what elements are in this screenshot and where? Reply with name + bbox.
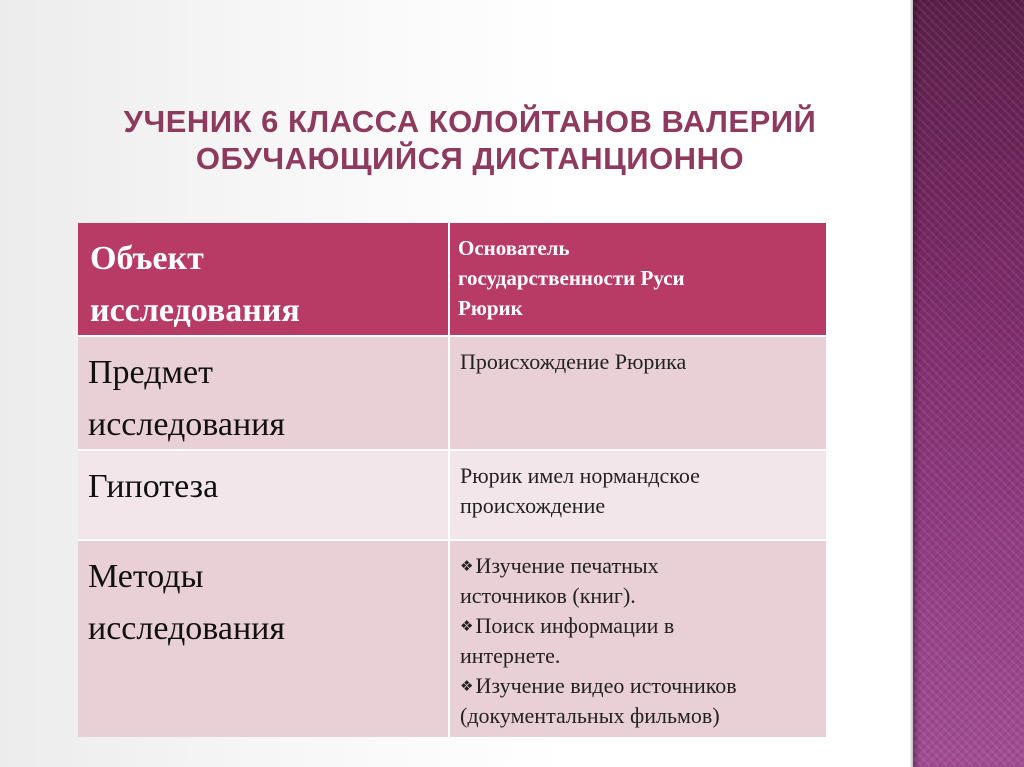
title-line-2: ОБУЧАЮЩИЙСЯ ДИСТАНЦИОННО <box>195 141 745 176</box>
row-subject-right-line-1: Происхождение Рюрика <box>460 349 687 374</box>
row-hypothesis-right-line-1: Рюрик имел нормандское <box>460 463 700 488</box>
table-row <box>78 541 826 737</box>
diamond-bullet-icon: ❖ <box>460 617 474 635</box>
header-left-line-2: исследования <box>90 292 300 329</box>
header-right-line-3: Рюрик <box>458 296 523 320</box>
row-hypothesis-right-cell <box>450 451 826 539</box>
diamond-bullet-icon: ❖ <box>460 677 474 695</box>
row-subject-left-cell <box>78 337 450 449</box>
row-subject-right-cell <box>450 337 826 449</box>
table-row <box>78 451 826 541</box>
row-hypothesis-right-line-2: происхождение <box>460 493 606 518</box>
methods-bullet-2-line-1: Поиск информации в <box>475 613 675 638</box>
header-right-cell <box>450 223 826 335</box>
diamond-bullet-icon: ❖ <box>460 557 474 575</box>
methods-bullet-3-line-2: (документальных фильмов) <box>460 703 720 728</box>
row-hypothesis-left-line-1: Гипотеза <box>88 468 219 505</box>
methods-bullet-item <box>460 671 816 731</box>
methods-bullet-2-line-2: интернете. <box>460 643 561 668</box>
row-hypothesis-left-cell <box>78 451 450 539</box>
slide-title <box>80 103 860 177</box>
row-subject-left-line-1: Предмет <box>88 354 213 391</box>
row-subject-left-line-2: исследования <box>88 406 286 443</box>
methods-bullet-3-line-1: Изучение видео источников <box>475 673 737 698</box>
header-left-line-1: Объект <box>90 240 204 277</box>
table-header-row <box>78 223 826 337</box>
decorative-side-band <box>913 0 1024 767</box>
table-row <box>78 337 826 451</box>
research-table <box>78 223 826 737</box>
row-methods-left-cell <box>78 541 450 737</box>
header-right-line-1: Основатель <box>458 236 570 260</box>
row-methods-left-line-2: исследования <box>88 610 286 647</box>
methods-bullet-item <box>460 611 816 671</box>
header-left-cell <box>78 223 450 335</box>
header-right-line-2: государственности Руси <box>458 266 685 290</box>
row-methods-right-cell <box>450 541 826 737</box>
methods-bullet-1-line-1: Изучение печатных <box>475 553 659 578</box>
title-line-1: УЧЕНИК 6 КЛАССА КОЛОЙТАНОВ ВАЛЕРИЙ <box>123 104 817 139</box>
row-methods-left-line-1: Методы <box>88 558 204 595</box>
methods-bullet-1-line-2: источников (книг). <box>460 583 636 608</box>
methods-bullet-item <box>460 551 816 611</box>
